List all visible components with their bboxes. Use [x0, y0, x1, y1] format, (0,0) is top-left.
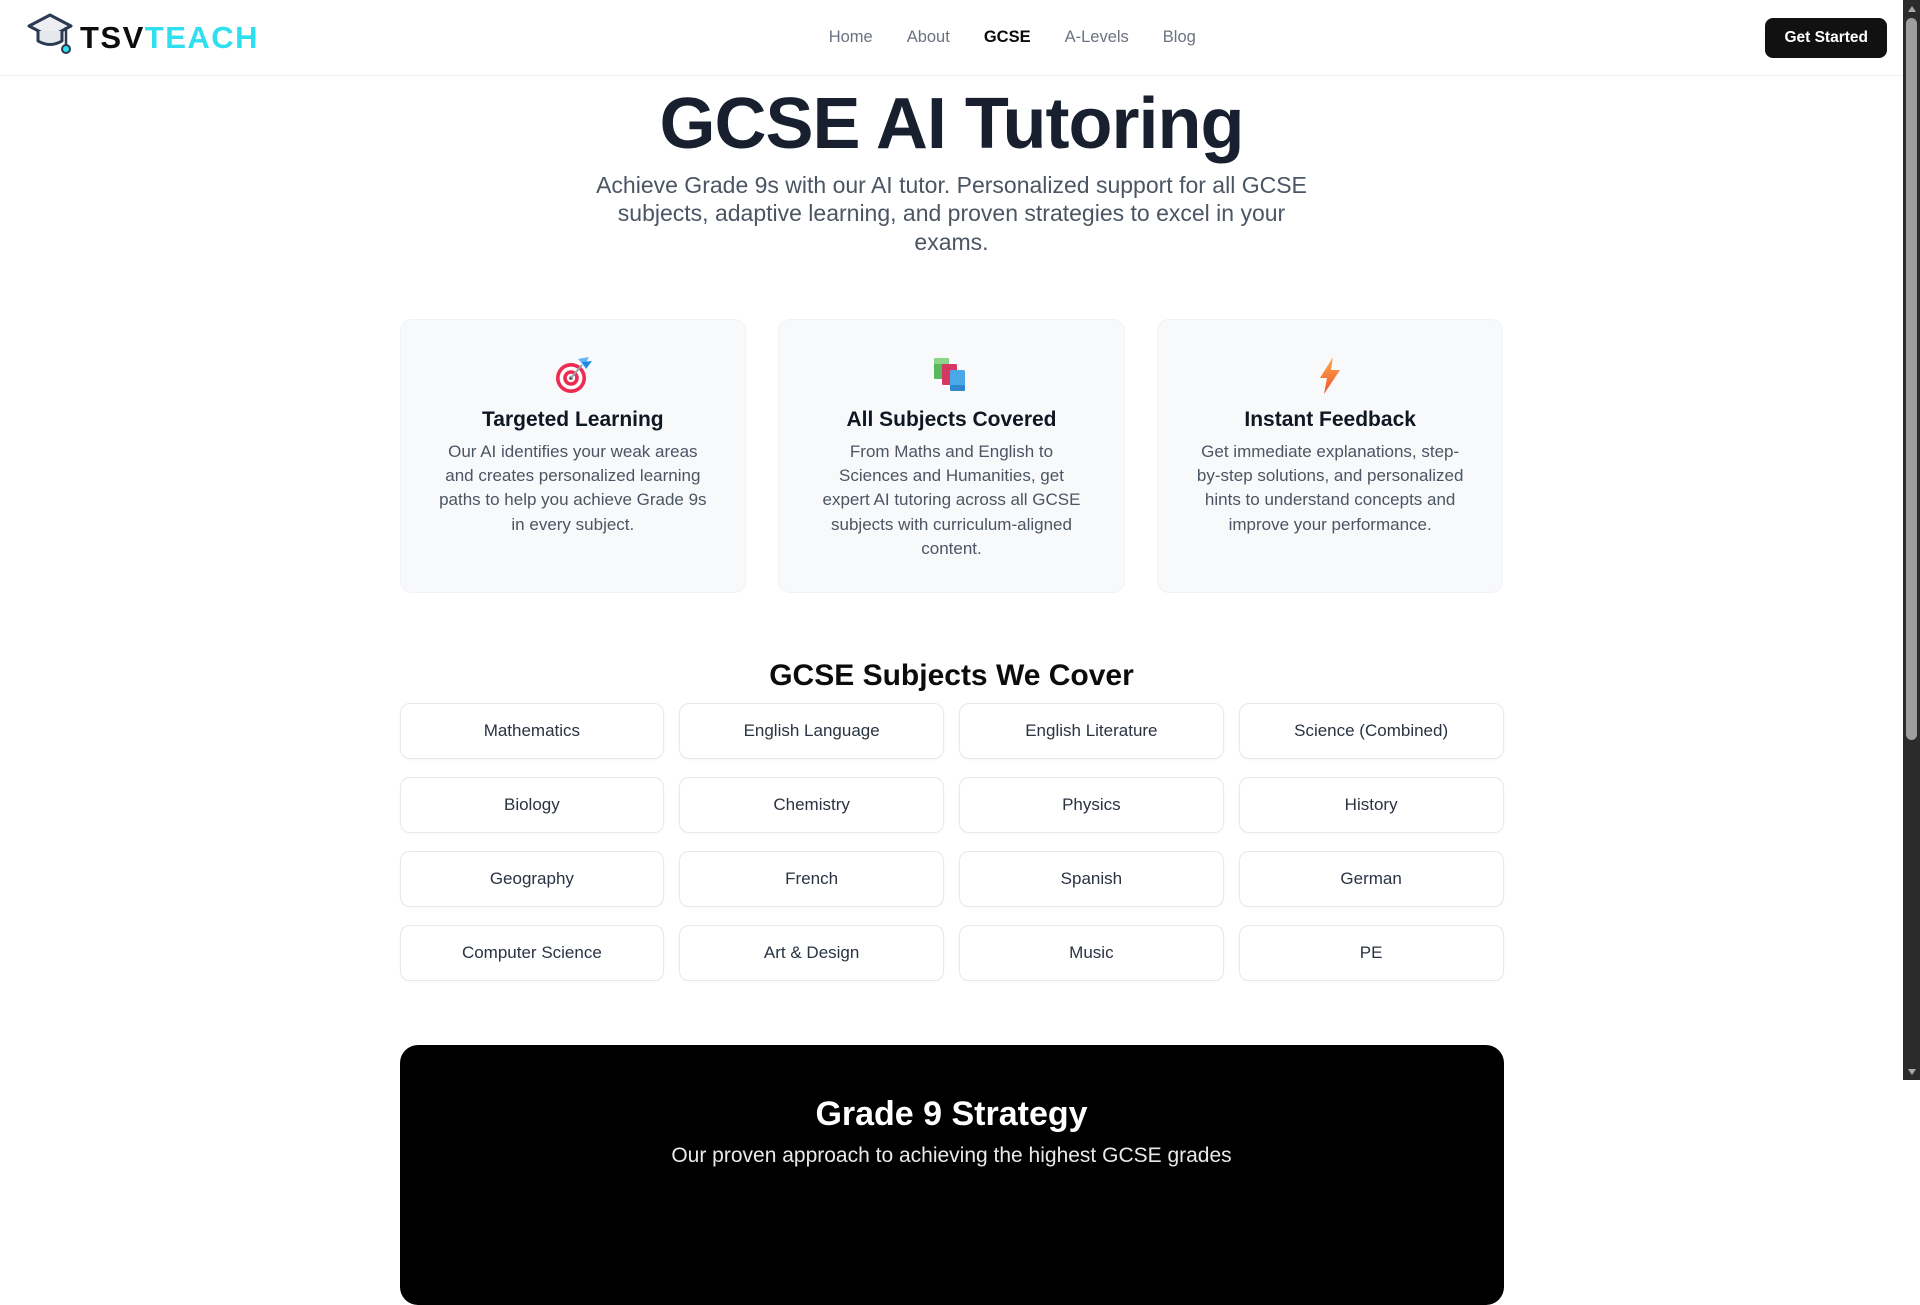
header	[0, 0, 1903, 76]
subject-card-german[interactable]: German	[1239, 851, 1504, 907]
feature-cards	[400, 319, 1504, 593]
subject-card-art-design[interactable]: Art & Design	[679, 925, 944, 981]
subject-card-pe[interactable]: PE	[1239, 925, 1504, 981]
graduation-cap-icon	[26, 11, 74, 64]
feature-title: Instant Feedback	[1244, 407, 1416, 431]
subject-card-chemistry[interactable]: Chemistry	[679, 777, 944, 833]
subject-card-music[interactable]: Music	[959, 925, 1224, 981]
feature-text: From Maths and English to Sciences and Humanities, get expert AI tutoring across all GCSE subjects with curriculum-aligned content.	[822, 441, 1081, 559]
target-icon	[553, 356, 593, 396]
subject-card-history[interactable]: History	[1239, 777, 1504, 833]
lightning-icon	[1310, 356, 1350, 396]
scroll-down-icon[interactable]	[1903, 1063, 1920, 1080]
subject-card-english-literature[interactable]: English Literature	[959, 703, 1224, 759]
page-title: GCSE AI Tutoring	[659, 84, 1244, 164]
main-nav	[259, 28, 1765, 47]
subject-card-geography[interactable]: Geography	[400, 851, 665, 907]
brand-name: TSVTEACH	[80, 20, 260, 55]
scroll-up-icon[interactable]	[1903, 0, 1920, 17]
subjects-heading: GCSE Subjects We Cover	[769, 658, 1134, 692]
strategy-subtitle: Our proven approach to achieving the highest GCSE grades	[671, 1143, 1232, 1167]
subject-card-mathematics[interactable]: Mathematics	[400, 703, 665, 759]
subject-card-french[interactable]: French	[679, 851, 944, 907]
nav-item-gcse[interactable]: GCSE	[983, 28, 1031, 46]
scrollbar[interactable]	[1903, 0, 1920, 1080]
strategy-title: Grade 9 Strategy	[815, 1094, 1088, 1133]
feature-card-targeted-learning	[400, 319, 747, 593]
subject-card-science-combined[interactable]: Science (Combined)	[1239, 703, 1504, 759]
books-icon	[931, 356, 971, 396]
subject-card-spanish[interactable]: Spanish	[959, 851, 1224, 907]
nav-item-about[interactable]: About	[906, 28, 950, 46]
subject-card-physics[interactable]: Physics	[959, 777, 1224, 833]
hero-section	[0, 76, 1903, 257]
nav-item-a-levels[interactable]: A-Levels	[1064, 28, 1129, 46]
subject-card-english-language[interactable]: English Language	[679, 703, 944, 759]
feature-text: Get immediate explanations, step-by-step solutions, and personalized hints to understand concepts and improve your performance.	[1196, 441, 1464, 534]
hero-subtitle: Achieve Grade 9s with our AI tutor. Personalized support for all GCSE subjects, adaptive learning, and proven strategies to excel in your exams.	[596, 171, 1307, 255]
subject-card-biology[interactable]: Biology	[400, 777, 665, 833]
scrollbar-thumb[interactable]	[1906, 18, 1917, 740]
feature-title: Targeted Learning	[482, 407, 664, 431]
subject-card-computer-science[interactable]: Computer Science	[400, 925, 665, 981]
brand-logo[interactable]	[26, 11, 259, 64]
grade9-strategy-banner	[400, 1045, 1504, 1305]
nav-item-blog[interactable]: Blog	[1162, 28, 1196, 46]
get-started-button[interactable]: Get Started	[1765, 18, 1887, 58]
feature-title: All Subjects Covered	[846, 407, 1057, 431]
nav-item-home[interactable]: Home	[828, 28, 873, 46]
feature-text: Our AI identifies your weak areas and creates personalized learning paths to help you achieve Grade 9s in every subject.	[439, 441, 707, 534]
feature-card-all-subjects	[778, 319, 1125, 593]
feature-card-instant-feedback	[1157, 319, 1504, 593]
subjects-grid	[400, 703, 1504, 981]
